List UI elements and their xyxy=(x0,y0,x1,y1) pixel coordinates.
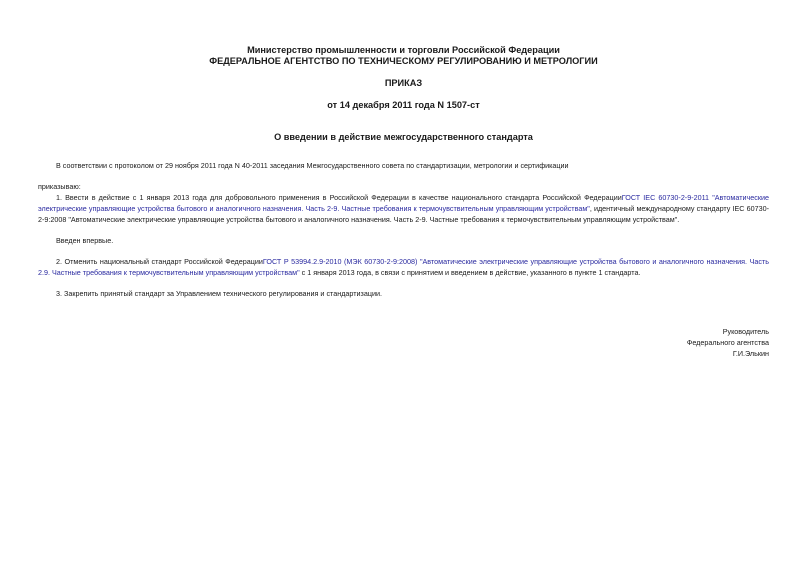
document-subject: О введении в действие межгосударственного стандарта xyxy=(274,132,533,142)
signatory-organization: Федерального агентства xyxy=(686,338,769,347)
agency-title: ФЕДЕРАЛЬНОЕ АГЕНТСТВО ПО ТЕХНИЧЕСКОМУ РЕГУЛИРОВАНИЮ И МЕТРОЛОГИИ xyxy=(209,56,598,66)
item-1-paragraph xyxy=(38,192,769,225)
introduced-note: Введен впервые. xyxy=(56,236,114,245)
item-2-suffix: с 1 января 2013 года, в связи с принятием и введением в действие, указанного в пункте 1 стандарта. xyxy=(299,268,641,277)
ministry-title: Министерство промышленности и торговли Российской Федерации xyxy=(247,45,560,55)
signatory-role: Руководитель xyxy=(722,327,769,336)
item-2-standard-link[interactable]: ГОСТ Р 53994.2.9-2010 (МЭК 60730-2-9:2008) "Автоматические электрические управляющие устройства бытового и аналогичного назначения. Часть 2.9. Частные требования к термочувствительным управляющим устройствам" xyxy=(38,257,770,277)
item-1-suffix: , идентичный международному стандарту IEC 60730-2-9:2008 "Автоматические электрические управляющие устройства бытового и аналогичного назначения. Часть 2-9. Частные требования к термочувствительным управляющим устройствам". xyxy=(38,204,769,224)
item-3-paragraph: 3. Закрепить принятый стандарт за Управлением технического регулирования и стандартизации. xyxy=(56,289,382,298)
item-2-prefix: 2. Отменить национальный стандарт Российской Федерации xyxy=(56,257,263,266)
item-2-paragraph xyxy=(38,256,769,278)
item-1-prefix: 1. Ввести в действие с 1 января 2013 года для добровольного применения в Российской Федерации в качестве национального стандарта Российской Федерации xyxy=(56,193,622,202)
basis-paragraph: В соответствии с протоколом от 29 ноября 2011 года N 40-2011 заседания Межгосударственного совета по стандартизации, метрологии и сертификации xyxy=(56,161,569,170)
order-word: приказываю: xyxy=(38,182,81,191)
item-1-standard-link[interactable]: ГОСТ IEC 60730-2-9-2011 "Автоматические электрические управляющие устройства бытового и аналогичного назначения. Часть 2-9. Частные требования к термочувствительным управляющим устройствам" xyxy=(38,193,769,213)
document-date-number: от 14 декабря 2011 года N 1507-ст xyxy=(327,100,480,110)
signatory-name: Г.И.Элькин xyxy=(732,349,769,358)
document-type: ПРИКАЗ xyxy=(384,78,423,88)
